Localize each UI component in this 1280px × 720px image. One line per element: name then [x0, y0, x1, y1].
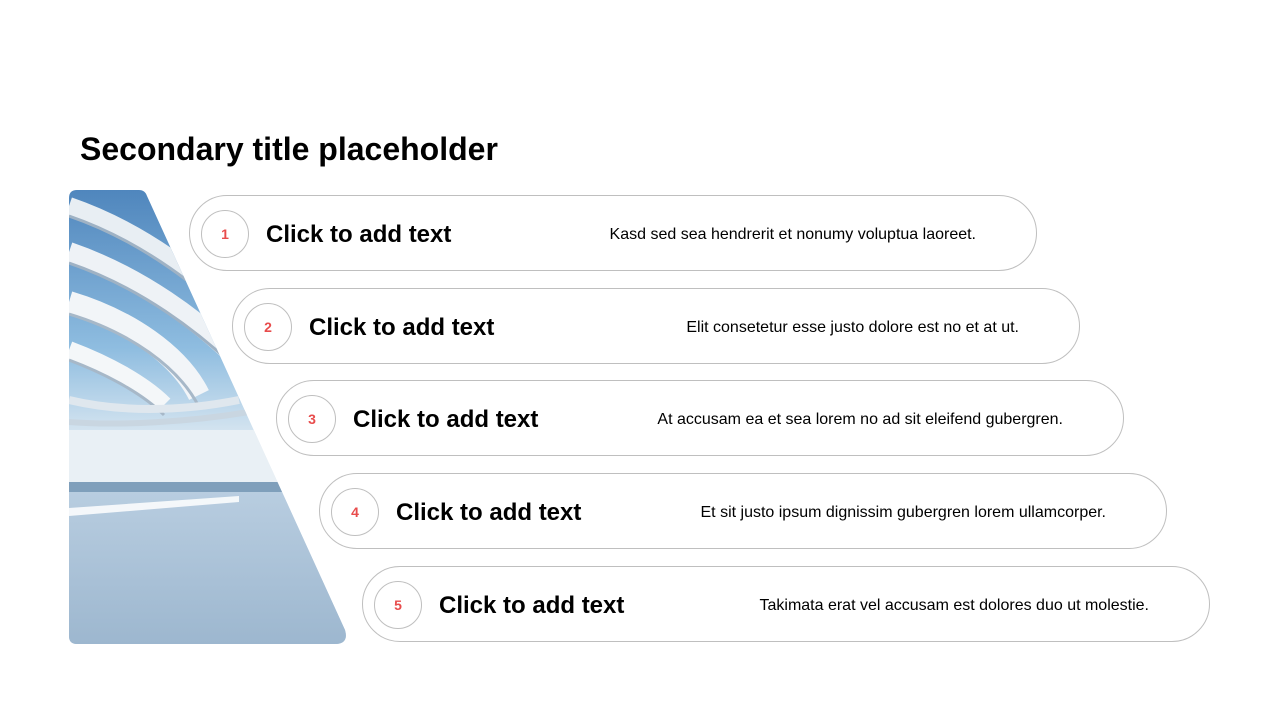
item-description[interactable]: At accusam ea et sea lorem no ad sit eleifend gubergren.: [657, 411, 1063, 428]
list-item[interactable]: [319, 473, 1167, 549]
number-badge: 3: [288, 395, 336, 443]
list-item[interactable]: [232, 288, 1080, 364]
number-badge: 1: [201, 210, 249, 258]
list-item[interactable]: [189, 195, 1037, 271]
item-heading[interactable]: Click to add text: [439, 592, 625, 619]
list-item[interactable]: [276, 380, 1124, 456]
number-badge: 4: [331, 488, 379, 536]
item-description[interactable]: Et sit justo ipsum dignissim gubergren lorem ullamcorper.: [700, 504, 1106, 521]
number-badge: 2: [244, 303, 292, 351]
item-heading[interactable]: Click to add text: [396, 499, 582, 526]
item-heading[interactable]: Click to add text: [309, 314, 495, 341]
slide-title[interactable]: Secondary title placeholder: [80, 131, 498, 167]
item-heading[interactable]: Click to add text: [353, 406, 539, 433]
list-item[interactable]: [362, 566, 1210, 642]
number-badge: 5: [374, 581, 422, 629]
item-description[interactable]: Takimata erat vel accusam est dolores duo ut molestie.: [759, 597, 1149, 614]
item-description[interactable]: Elit consetetur esse justo dolore est no et at ut.: [686, 319, 1019, 336]
item-heading[interactable]: Click to add text: [266, 221, 452, 248]
item-description[interactable]: Kasd sed sea hendrerit et nonumy voluptua laoreet.: [609, 226, 976, 243]
